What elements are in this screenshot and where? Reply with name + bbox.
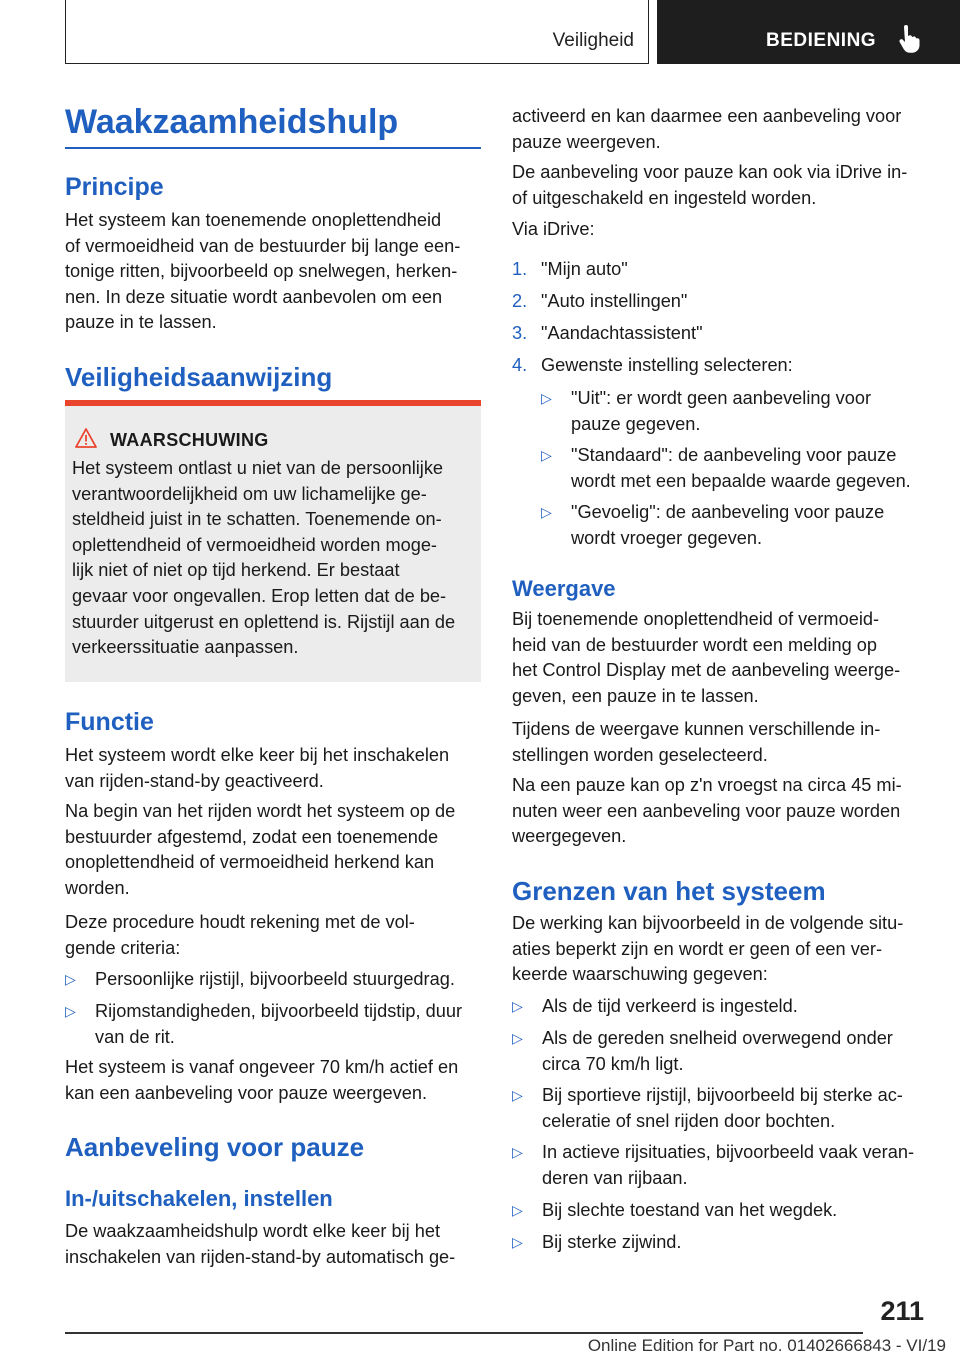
text-line: activeerd en kan daarmee een aanbeveling voor <box>512 106 902 126</box>
list-item: ▷ Als de gereden snelheid overwegend onder circa 70 km/h ligt. <box>512 1028 893 1074</box>
header-frame <box>65 0 649 64</box>
functie-p1 <box>65 743 481 794</box>
text-line: nuten weer een aanbeveling voor pauze worden <box>512 800 901 821</box>
text-line: De aanbeveling voor pauze kan ook via iDrive in- <box>512 162 908 182</box>
text-line: of vermoeidheid van de bestuurder bij lange een- <box>65 235 461 256</box>
text-line: kan een aanbeveling voor pauze weergeven. <box>65 1082 427 1103</box>
functie-p4 <box>65 1055 481 1106</box>
text-line: oplettendheid of vermoeidheid worden moge- <box>72 534 437 555</box>
text-line: weergegeven. <box>512 826 627 847</box>
veiligheid-heading: Veiligheidsaanwijzing <box>65 362 333 392</box>
aanbeveling-p2 <box>512 160 928 211</box>
chapter-tab-label: BEDIENING <box>766 30 877 51</box>
text-line: worden. <box>65 877 130 898</box>
text-line: stuurder uitgerust en oplettend is. Rijstijl aan de <box>72 611 456 632</box>
footer-text: Online Edition for Part no. 01402666843 - VI/19 <box>587 1336 946 1355</box>
list-item: ▷ Rijomstandigheden, bijvoorbeeld tijdstip, duur van de rit. <box>65 1001 463 1047</box>
bullet-triangle-icon: ▷ <box>65 971 76 987</box>
warning-bar <box>65 400 481 406</box>
text-line: nen. In deze situatie wordt aanbevolen om een <box>65 286 443 307</box>
text-line: Na begin van het rijden wordt het systeem op de <box>65 801 456 821</box>
text-line: verantwoordelijkheid om uw lichamelijke ge- <box>72 483 427 504</box>
bullet-triangle-icon: ▷ <box>512 998 523 1014</box>
option-item: ▷ "Uit": er wordt geen aanbeveling voor pauze gegeven. <box>541 388 872 434</box>
bullet-triangle-icon: ▷ <box>541 504 552 520</box>
title-rule <box>65 147 481 149</box>
page-title: Waakzaamheidshulp <box>65 103 399 141</box>
text-line: Het systeem wordt elke keer bij het inschakelen <box>65 745 450 765</box>
warning-box <box>65 400 481 682</box>
text-line: Het systeem ontlast u niet van de persoonlijke <box>72 458 444 478</box>
bullet-triangle-icon: ▷ <box>512 1087 523 1103</box>
grenzen-p1 <box>512 911 932 988</box>
text-line: of uitgeschakeld en ingesteld worden. <box>512 187 817 208</box>
weergave-p1 <box>512 607 928 709</box>
text-line: pauze weergeven. <box>512 131 661 152</box>
text-line: gevaar voor ongevallen. Erop letten dat de be- <box>72 585 447 606</box>
hand-pointer-icon <box>895 25 921 53</box>
text-line: het Control Display met de aanbeveling weerge- <box>512 660 901 681</box>
text-line: van rijden-stand-by geactiveerd. <box>65 770 324 791</box>
list-item: ▷ Bij sterke zijwind. <box>512 1230 932 1256</box>
aanbeveling-subheading: In-/uitschakelen, instellen <box>65 1186 333 1211</box>
text-line: De waakzaamheidshulp wordt elke keer bij het <box>65 1221 441 1241</box>
principe-heading: Principe <box>65 173 164 201</box>
text-line: Bij toenemende onoplettendheid of vermoeid- <box>512 609 880 629</box>
grenzen-heading: Grenzen van het systeem <box>512 876 826 906</box>
text-line: De werking kan bijvoorbeeld in de volgende situ- <box>512 913 904 933</box>
aanbeveling-left-text <box>65 1219 481 1270</box>
via-idrive: Via iDrive: <box>512 219 595 239</box>
text-line: tonige ritten, bijvoorbeeld op snelwegen, herken- <box>65 261 458 282</box>
list-item: ▷ In actieve rijsituaties, bijvoorbeeld vaak veran- deren van rijbaan. <box>512 1142 915 1188</box>
bullet-triangle-icon: ▷ <box>512 1202 523 1218</box>
list-item: ▷ Bij slechte toestand van het wegdek. <box>512 1198 932 1224</box>
text-line: verkeerssituatie aanpassen. <box>72 637 299 658</box>
bullet-triangle-icon: ▷ <box>512 1234 523 1250</box>
text-line: Tijdens de weergave kunnen verschillende in- <box>512 719 881 739</box>
text-line: Deze procedure houdt rekening met de vol- <box>65 912 415 932</box>
bullet-triangle-icon: ▷ <box>512 1030 523 1046</box>
warning-triangle-icon <box>75 428 97 448</box>
weergave-p2 <box>512 717 928 768</box>
text-line: geven, een pauze in te lassen. <box>512 685 759 706</box>
step-item: 1. "Mijn auto" <box>512 259 628 279</box>
text-line: Het systeem is vanaf ongeveer 70 km/h actief en <box>65 1057 459 1077</box>
bullet-triangle-icon: ▷ <box>541 447 552 463</box>
functie-heading: Functie <box>65 708 154 736</box>
aanbeveling-heading: Aanbeveling voor pauze <box>65 1132 365 1162</box>
text-line: Na een pauze kan op z'n vroegst na circa 45 mi- <box>512 775 902 795</box>
text-line: Het systeem kan toenemende onoplettendheid <box>65 210 442 230</box>
bullet-triangle-icon: ▷ <box>512 1144 523 1160</box>
page-number: 211 <box>880 1296 924 1326</box>
text-line: heid van de bestuurder wordt een melding op <box>512 634 878 655</box>
chapter-tab[interactable] <box>657 0 960 64</box>
option-item: ▷ "Standaard": de aanbeveling voor pauze wordt met een bepaalde waarde gegeven. <box>541 445 911 491</box>
option-item: ▷ "Gevoelig": de aanbeveling voor pauze wordt vroeger gegeven. <box>541 502 885 548</box>
step-item: 3. "Aandachtassistent" <box>512 323 703 343</box>
text-line: lijk niet of niet op tijd herkend. Er bestaat <box>72 560 400 581</box>
functie-p3 <box>65 910 481 961</box>
list-item: ▷ Als de tijd verkeerd is ingesteld. <box>512 994 932 1020</box>
text-line: pauze in te lassen. <box>65 312 217 333</box>
bullet-triangle-icon: ▷ <box>541 390 552 406</box>
functie-p2 <box>65 799 481 901</box>
text-line: keerde waarschuwing gegeven: <box>512 964 768 985</box>
footer-rule <box>65 1332 863 1334</box>
step-item: 2. "Auto instellingen" <box>512 291 688 311</box>
step-item: 4. Gewenste instelling selecteren: <box>512 355 793 375</box>
weergave-heading: Weergave <box>512 576 616 601</box>
text-line: steldheid juist in te schatten. Toenemende on- <box>72 509 442 530</box>
text-line: gende criteria: <box>65 937 181 958</box>
list-item: ▷ Persoonlijke rijstijl, bijvoorbeeld stuurgedrag. <box>65 967 481 993</box>
list-item: ▷ Bij sportieve rijstijl, bijvoorbeeld bij sterke ac- celeratie of snel rijden door bochten. <box>512 1085 903 1131</box>
principe-section <box>65 172 481 336</box>
text-line: stellingen worden geselecteerd. <box>512 744 768 765</box>
weergave-p3 <box>512 773 928 850</box>
section-label: Veiligheid <box>552 30 634 51</box>
text-line: bestuurder afgestemd, zodat een toenemende <box>65 826 439 847</box>
text-line: aties beperkt zijn en wordt er geen of een ver- <box>512 938 883 959</box>
warning-text <box>72 456 477 661</box>
text-line: onoplettendheid of vermoeidheid herkend kan <box>65 852 435 873</box>
text-line: inschakelen van rijden-stand-by automatisch ge- <box>65 1246 456 1267</box>
aanbeveling-right-text <box>512 104 928 155</box>
warning-title: WAARSCHUWING <box>110 430 269 450</box>
bullet-triangle-icon: ▷ <box>65 1003 76 1019</box>
